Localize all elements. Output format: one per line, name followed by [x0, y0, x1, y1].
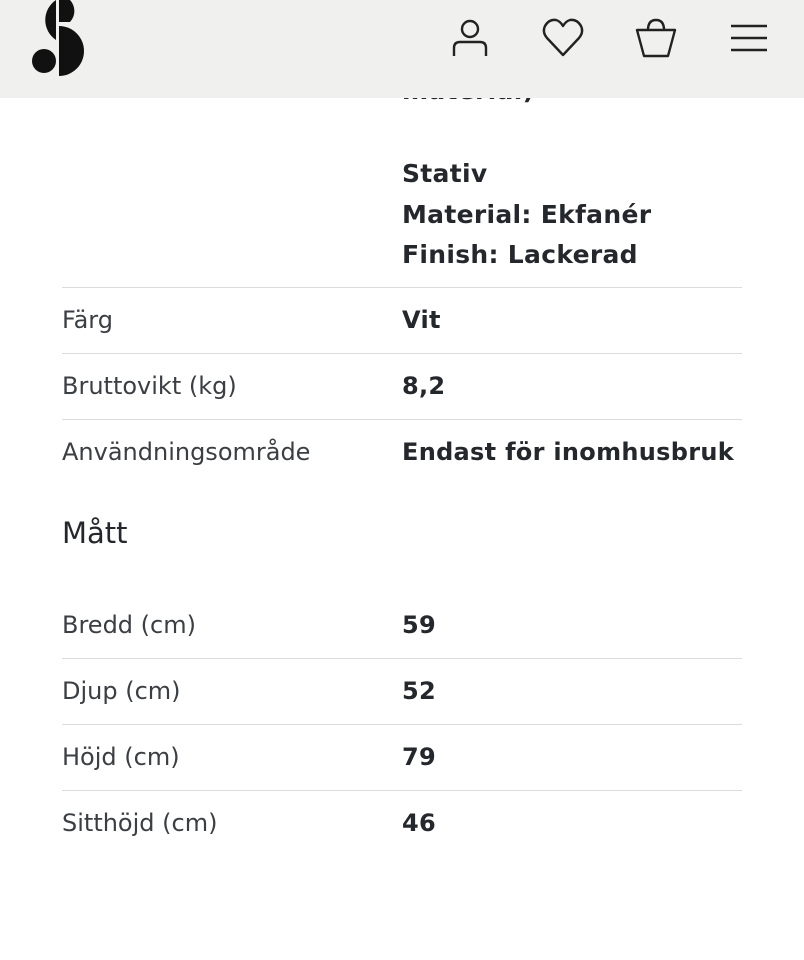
person-icon[interactable]: [446, 14, 494, 62]
site-header: [0, 0, 804, 98]
dimension-row-height: [62, 724, 742, 790]
hamburger-menu-icon[interactable]: [725, 14, 773, 62]
spec-value: Endast för inomhusbruk: [402, 438, 735, 466]
dimension-value: 52: [402, 677, 436, 705]
dimension-label: Djup (cm): [62, 677, 181, 705]
dimension-row-seat-height: [62, 790, 742, 856]
spec-label: Användningsområde: [62, 438, 311, 466]
material-details: [402, 154, 651, 276]
spec-label: Färg: [62, 306, 113, 334]
dimension-value: 59: [402, 611, 436, 639]
logo-mark[interactable]: [30, 0, 88, 76]
spec-row-usage: [62, 419, 742, 485]
dimension-label: Höjd (cm): [62, 743, 180, 771]
finish-line: Finish: Lackerad: [402, 240, 638, 269]
spec-label: Bruttovikt (kg): [62, 372, 237, 400]
material-line: Material: Ekfanér: [402, 199, 652, 229]
heart-icon[interactable]: [539, 14, 587, 62]
dimension-label: Sitthöjd (cm): [62, 809, 218, 837]
spec-row-weight: [62, 353, 742, 419]
dimension-value: 79: [402, 743, 436, 771]
spec-row-color: [62, 287, 742, 353]
dimension-row-depth: [62, 658, 742, 724]
spec-value: Vit: [402, 306, 441, 334]
dimensions-title: Mått: [62, 516, 128, 550]
dimension-label: Bredd (cm): [62, 611, 196, 639]
dimension-row-width: [62, 592, 742, 658]
dimension-value: 46: [402, 809, 436, 837]
material-title: Stativ: [402, 159, 488, 188]
spec-value: 8,2: [402, 372, 446, 400]
basket-icon[interactable]: [632, 14, 680, 62]
